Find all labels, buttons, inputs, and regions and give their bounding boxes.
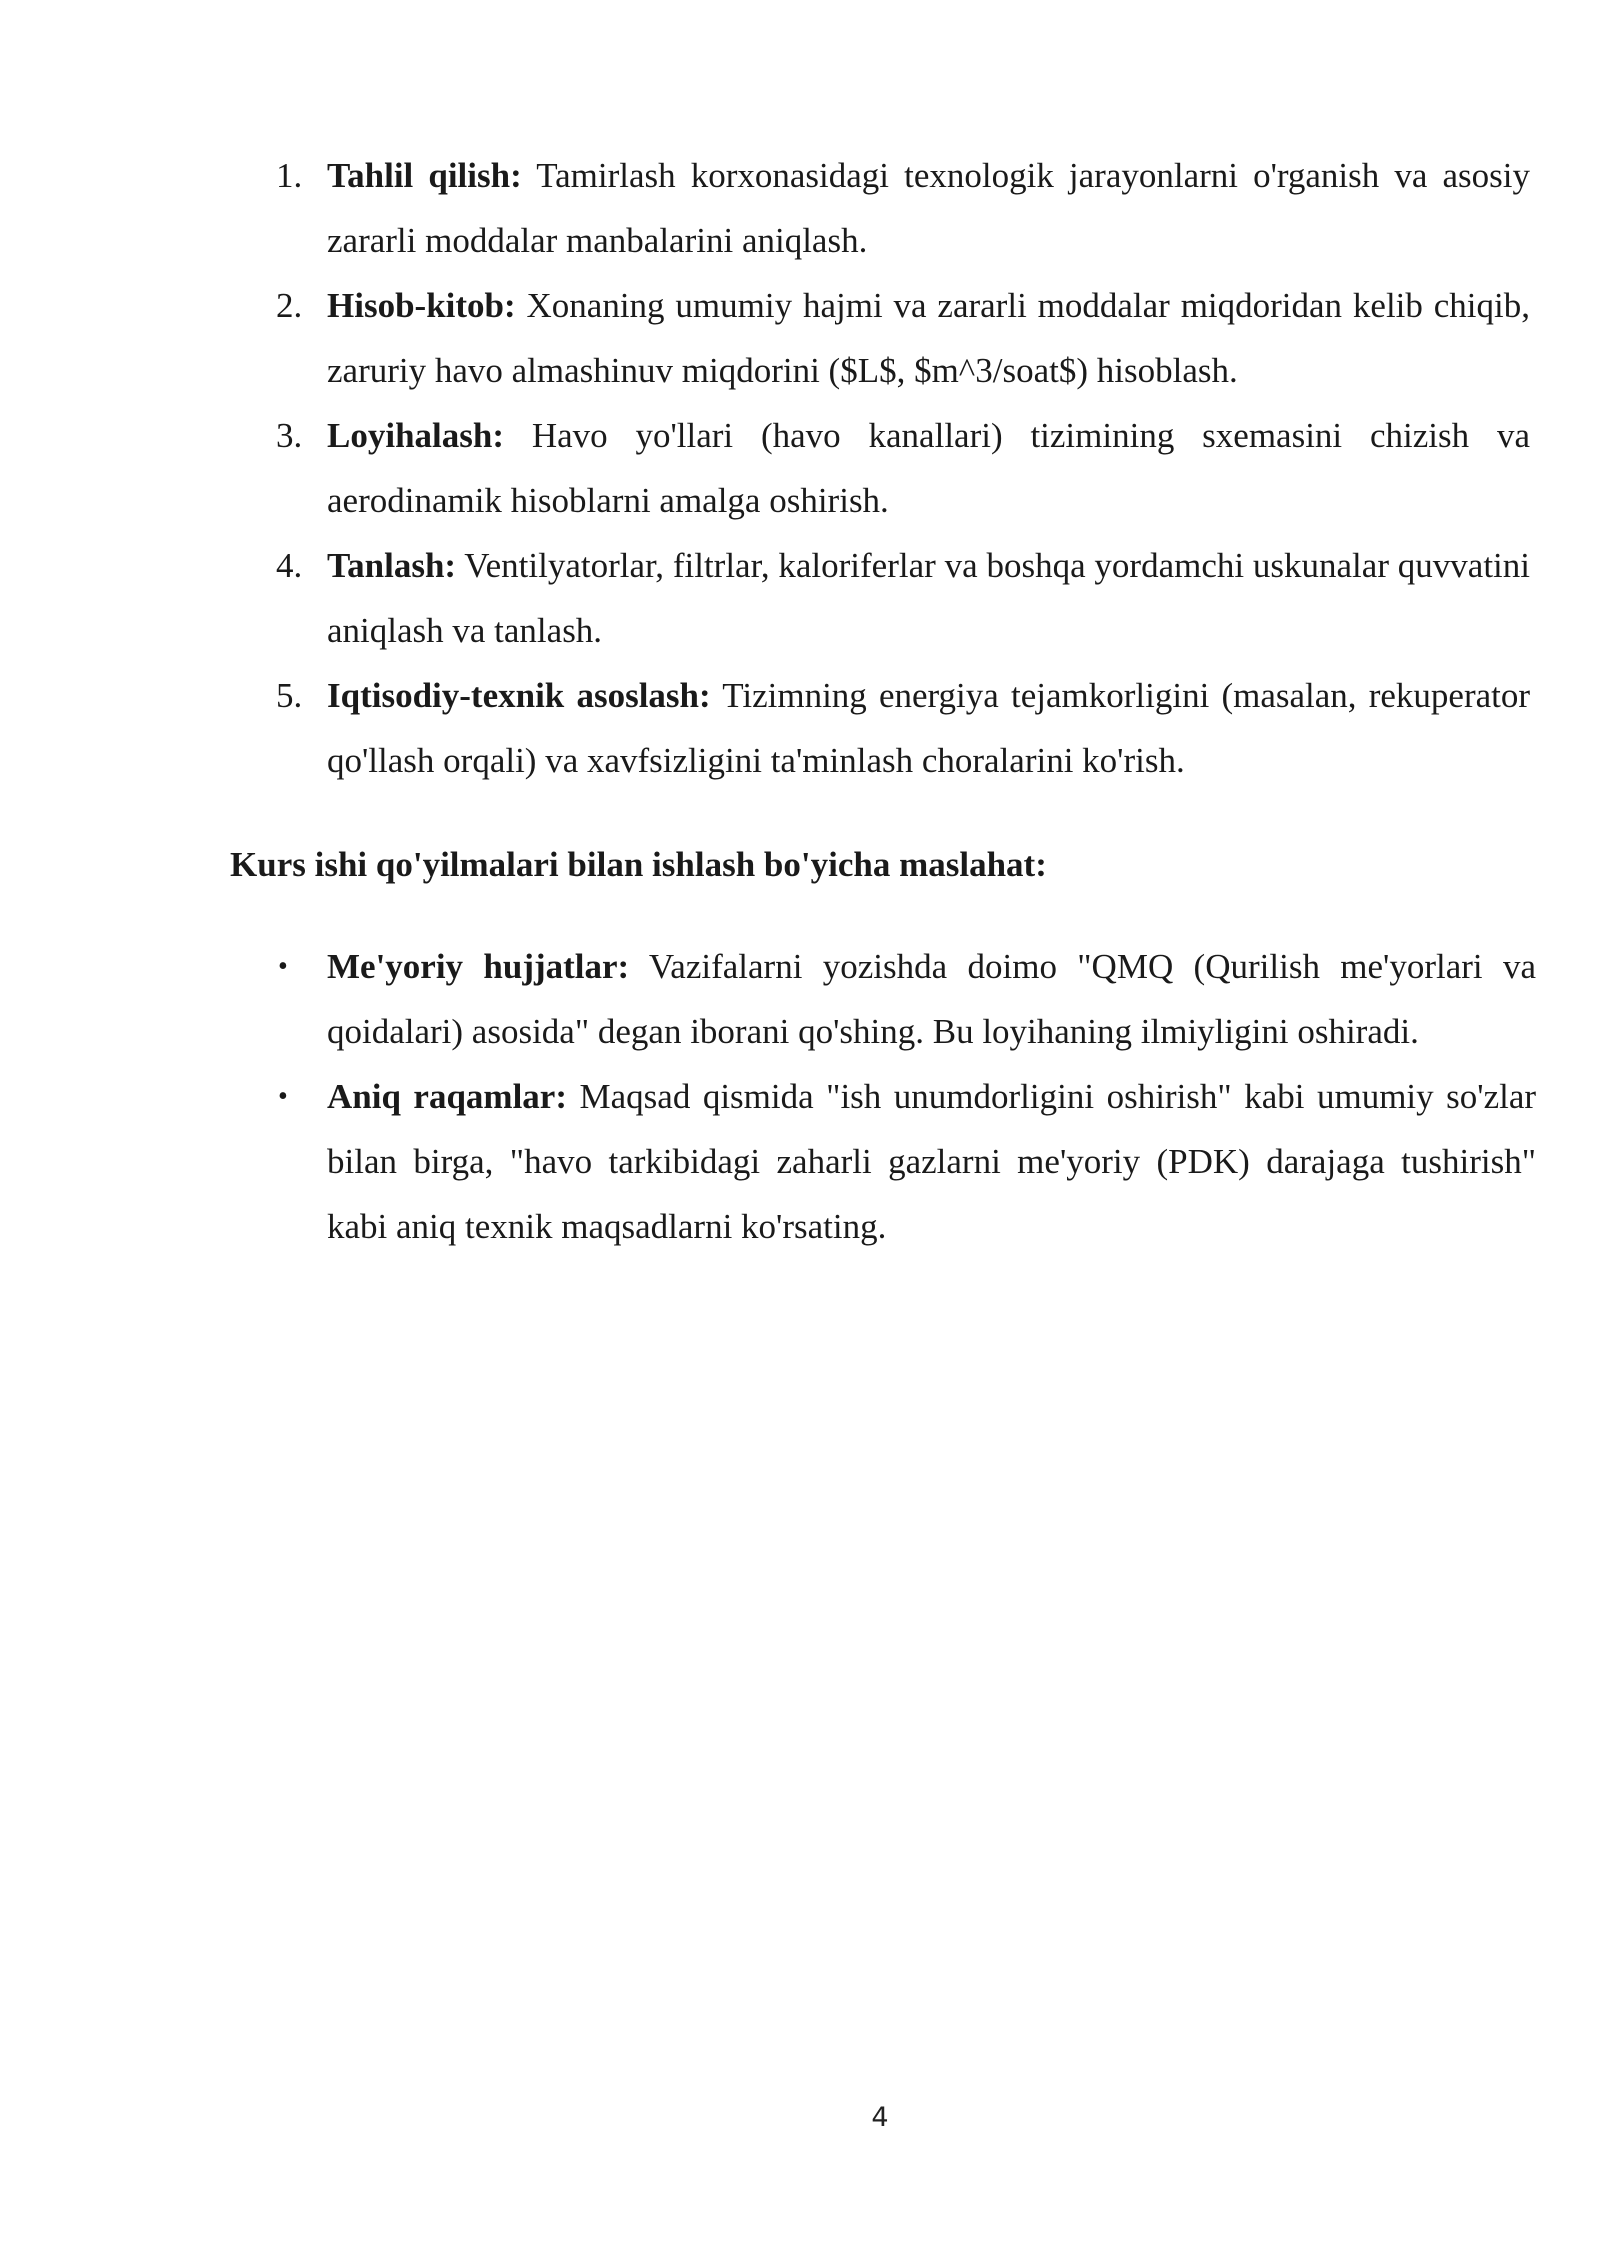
list-item (230, 1064, 1536, 1259)
list-item (230, 663, 1530, 793)
list-item (230, 403, 1530, 533)
item-term: Aniq raqamlar: (327, 1077, 568, 1116)
steps-list (230, 143, 1530, 793)
item-term: Me'yoriy hujjatlar: (327, 947, 630, 986)
item-text: Xonaning umumiy hajmi va zararli moddalar miqdoridan kelib chiqib, zaruriy havo almashinuv miqdorini ($L$, $m^3/soat$) hisoblash. (327, 286, 1530, 390)
list-item (230, 934, 1536, 1064)
item-number: 5. (276, 676, 303, 715)
section-heading: Kurs ishi qo'yilmalari bilan ishlash bo'yicha maslahat: (230, 845, 1047, 884)
item-text: Tizimning energiya tejamkorligini (masalan, rekuperator qo'llash orqali) va xavfsizligini ta'minlash choralarini ko'rish. (327, 676, 1531, 780)
item-term: Tanlash: (327, 546, 457, 585)
item-text: Tamirlash korxonasidagi texnologik jarayonlarni o'rganish va asosiy zararli moddalar manbalarini aniqlash. (327, 156, 1530, 260)
item-text: Havo yo'llari (havo kanallari) tizimining sxemasini chizish va aerodinamik hisoblarni amalga oshirish. (327, 416, 1530, 520)
item-term: Loyihalash: (327, 416, 504, 455)
item-text: Ventilyatorlar, filtrlar, kaloriferlar va boshqa yordamchi uskunalar quvvatini aniqlash va tanlash. (327, 546, 1530, 650)
advice-list (230, 934, 1536, 1259)
item-number: 2. (276, 286, 303, 325)
item-term: Hisob-kitob: (327, 286, 516, 325)
bullet-icon: • (278, 951, 288, 982)
item-number: 3. (276, 416, 303, 455)
item-term: Iqtisodiy-texnik asoslash: (327, 676, 711, 715)
list-item (230, 143, 1530, 273)
page-number: 4 (871, 2102, 889, 2133)
item-text: Vazifalarni yozishda doimo "QMQ (Qurilish me'yorlari va qoidalari) asosida" degan iborani qo'shing. Bu loyihaning ilmiyligini oshiradi. (327, 947, 1536, 1051)
list-item (230, 273, 1530, 403)
list-item (230, 533, 1530, 663)
item-number: 1. (276, 156, 303, 195)
item-number: 4. (276, 546, 303, 585)
item-term: Tahlil qilish: (327, 156, 522, 195)
item-text: Maqsad qismida "ish unumdorligini oshirish" kabi umumiy so'zlar bilan birga, "havo tarkibidagi zaharli gazlarni me'yoriy (PDK) darajaga tushirish" kabi aniq texnik maqsadlarni ko'rsating. (327, 1077, 1537, 1246)
bullet-icon: • (278, 1081, 288, 1112)
